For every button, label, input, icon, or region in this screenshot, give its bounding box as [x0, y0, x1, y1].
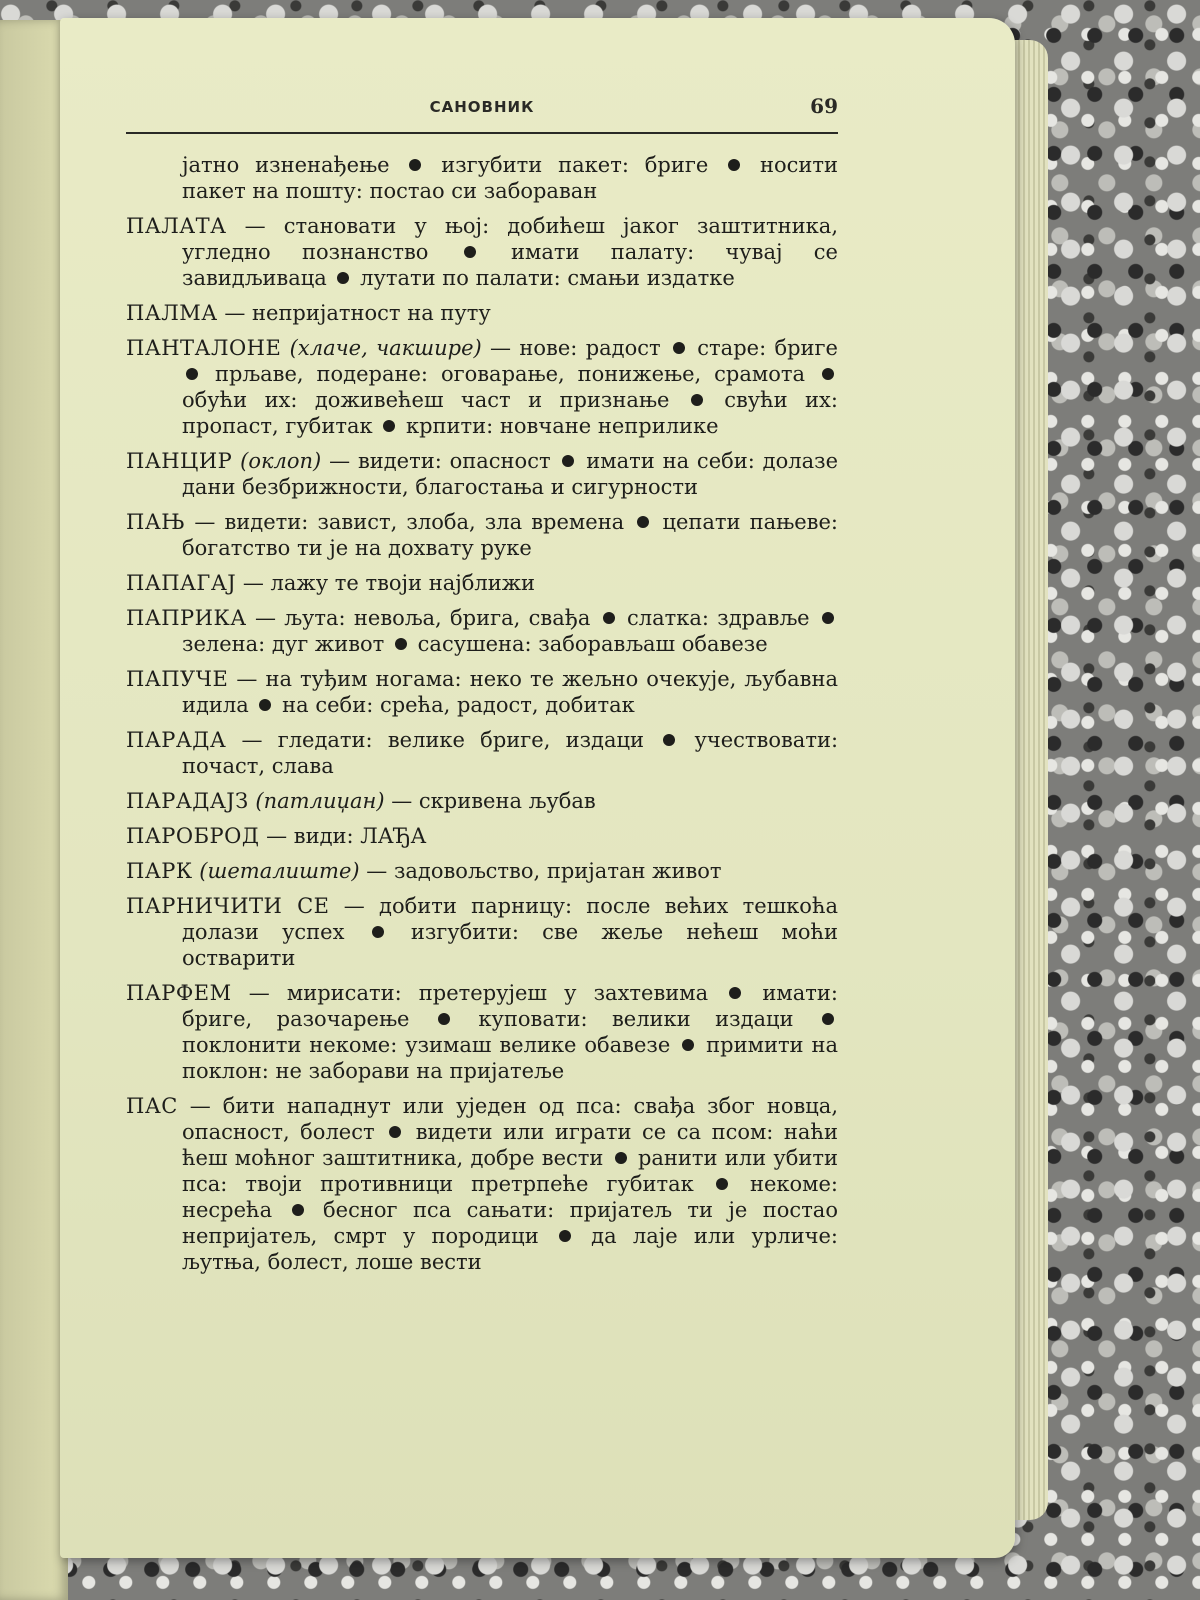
bullet-icon	[409, 159, 421, 171]
dictionary-entry: ПАС — бити нападнут или уједен од пса: свађа због новца, опасност, болест видети или играти се са псом: наћи ћеш моћног заштитника, добре вести ранити или убити пса: твоји противници претрпеће губитак некоме: несрећа бесног пса сањати: пријатељ ти је постао непријатељ, смрт у породици да лаје или урличе: љутња, болест, лоше вести	[126, 1094, 838, 1274]
entry-meaning: на туђим ногама: неко те жељно очекује, љубавна идила	[182, 667, 838, 717]
entry-meaning: становати у њој: добићеш јаког заштитника, угледно познанство	[182, 214, 838, 264]
bullet-icon	[663, 734, 675, 746]
entry-meaning: да лаје или урличе: љутња, болест, лоше вести	[182, 1224, 838, 1274]
bullet-icon	[438, 1013, 450, 1025]
dictionary-entries	[126, 152, 838, 1284]
dictionary-entry: ПАРОБРОД — види: ЛАЂА	[126, 824, 427, 848]
running-title: САНОВНИК	[429, 98, 535, 116]
entry-term: ПАРАДАЈЗ	[126, 789, 249, 813]
dictionary-entry: ПАЛМА — непријатност на путу	[126, 301, 491, 325]
entry-meaning: љута: невоља, брига, свађа	[284, 606, 591, 630]
entry-meaning: видети или играти се са псом: наћи ћеш моћног заштитника, добре вести	[182, 1120, 838, 1170]
entry-meaning: види: ЛАЂА	[293, 824, 427, 848]
entry-continuation	[126, 152, 838, 204]
bullet-icon	[728, 159, 740, 171]
dictionary-entry: ПАРАДА — гледати: велике бриге, издаци учествовати: почаст, слава	[126, 728, 839, 778]
entry-meaning: мирисати: претерујеш у захтевима	[286, 981, 709, 1005]
bullet-icon	[559, 1230, 571, 1242]
dictionary-entry: ПАПУЧЕ — на туђим ногама: неко те жељно очекује, љубавна идила на себи: срећа, радост, добитак	[126, 667, 838, 717]
dictionary-entry: ПАНТАЛОНЕ (хлаче, чакшире) — нове: радост старе: бриге прљаве, подеране: оговарање, понижење, срамота обући их: доживећеш част и признање свући их: пропаст, губитак крпити: новчане неприлике	[126, 336, 838, 438]
bullet-icon	[822, 368, 834, 380]
bullet-icon	[822, 1013, 834, 1025]
bullet-icon	[383, 420, 395, 432]
entry-meaning: имати на себи: долазе дани безбрижности, благостања и сигурности	[182, 449, 838, 499]
entry-meaning: обући их: доживећеш част и признање	[182, 388, 670, 412]
bullet-icon	[673, 342, 685, 354]
bullet-icon	[186, 368, 198, 380]
entry-meaning: ранити или убити пса: твоји противници претрпеће губитак	[182, 1146, 838, 1196]
entry-term: ПАРНИЧИТИ СЕ	[126, 894, 330, 918]
entry-term: ПАЊ	[126, 510, 186, 534]
bullet-icon	[729, 987, 741, 999]
entry-meaning: изгубити: све жеље нећеш моћи остварити	[182, 920, 838, 970]
entry-meaning: скривена љубав	[418, 789, 596, 813]
entry-term: ПАРАДА	[126, 728, 227, 752]
dictionary-entry: ПАЊ — видети: завист, злоба, зла времена цепати пањеве: богатство ти је на дохвату руке	[126, 510, 838, 560]
dictionary-entry: ПАРК (шеталиште) — задовољство, пријатан живот	[126, 859, 722, 883]
entry-meaning: на себи: срећа, радост, добитак	[282, 693, 635, 717]
entry-term: ПАПРИКА	[126, 606, 247, 630]
bullet-icon	[389, 1126, 401, 1138]
dictionary-entry: ПАПРИКА — љута: невоља, брига, свађа слатка: здравље зелена: дуг живот сасушена: заборављаш обавезе	[126, 605, 838, 657]
entry-meaning: зелена: дуг живот	[182, 632, 385, 656]
entry-meaning: старе: бриге	[697, 336, 838, 360]
page-number: 69	[810, 94, 838, 118]
entry-meaning: прљаве, подеране: оговарање, понижење, срамота	[214, 362, 806, 386]
dictionary-entry: ПАРАДАЈЗ (патлиџан) — скривена љубав	[126, 789, 596, 813]
bullet-icon	[259, 699, 271, 711]
entry-meaning: учествовати: почаст, слава	[182, 728, 839, 778]
entry-meaning: видети: опасност	[357, 449, 551, 473]
entry-meaning: крпити: новчане неприлике	[405, 414, 719, 438]
bullet-icon	[822, 612, 834, 624]
entry-meaning: гледати: велике бриге, издаци	[277, 728, 644, 752]
entry-synonyms: (хлаче, чакшире)	[289, 336, 482, 360]
entry-term: ПАЛМА	[126, 301, 218, 325]
page-header	[126, 92, 838, 134]
bullet-icon	[372, 926, 384, 938]
entry-synonyms: (оклоп)	[240, 449, 322, 473]
dictionary-entry: ПАРФЕМ — мирисати: претерујеш у захтевима имати: бриге, разочарење куповати: велики издаци поклонити некоме: узимаш велике обавезе примити на поклон: не заборави на пријатеље	[126, 981, 838, 1083]
entry-meaning: добити парницу: после већих тешкоћа долази успех	[182, 894, 838, 944]
entry-meaning: цепати пањеве: богатство ти је на дохвату руке	[182, 510, 838, 560]
entry-meaning: носити пакет на пошту: постао си забораван	[182, 153, 838, 203]
entry-meaning: нове: радост	[519, 336, 661, 360]
entry-meaning: јатно изненађење	[182, 153, 390, 177]
bullet-icon	[603, 612, 615, 624]
entry-meaning: свући их: пропаст, губитак	[182, 388, 838, 438]
dictionary-entry: ПАНЦИР (оклоп) — видети: опасност имати на себи: долазе дани безбрижности, благостања и сигурности	[126, 449, 838, 499]
entry-meaning: примити на поклон: не заборави на пријатеље	[182, 1033, 838, 1083]
entry-meaning: видети: завист, злоба, зла времена	[224, 510, 625, 534]
entry-term: ПАС	[126, 1094, 178, 1118]
bullet-icon	[395, 638, 407, 650]
entry-meaning: бити нападнут или уједен од пса: свађа због новца, опасност, болест	[182, 1094, 838, 1144]
dictionary-entry: ПАПАГАЈ — лажу те твоји најближи	[126, 571, 536, 595]
entry-meaning: изгубити пакет: бриге	[441, 153, 709, 177]
entry-term: ПАРК	[126, 859, 193, 883]
entry-term: ПАПАГАЈ	[126, 571, 237, 595]
entry-meaning: куповати: велики издаци	[478, 1007, 794, 1031]
bullet-icon	[716, 1178, 728, 1190]
dictionary-entry: ПАЛАТА — становати у њој: добићеш јаког заштитника, угледно познанство имати палату: чувај се завидљиваца лутати по палати: смањи издатке	[126, 214, 838, 290]
entry-meaning: сасушена: заборављаш обавезе	[417, 632, 768, 656]
entry-term: ПАРОБРОД	[126, 824, 260, 848]
entry-meaning: задовољство, пријатан живот	[393, 859, 722, 883]
entry-term: ПАНТАЛОНЕ	[126, 336, 282, 360]
entry-term: ПАПУЧЕ	[126, 667, 229, 691]
entry-meaning: лутати по палати: смањи издатке	[360, 266, 735, 290]
entry-term: ПАРФЕМ	[126, 981, 232, 1005]
entry-meaning: имати палату: чувај се завидљиваца	[182, 240, 838, 290]
entry-meaning: некоме: несрећа	[182, 1172, 838, 1222]
bullet-icon	[337, 272, 349, 284]
entry-meaning: лажу те твоји најближи	[270, 571, 536, 595]
bullet-icon	[691, 394, 703, 406]
bullet-icon	[637, 516, 649, 528]
entry-term: ПАНЦИР	[126, 449, 233, 473]
facing-page-edge	[0, 20, 68, 1600]
bullet-icon	[562, 455, 574, 467]
bullet-icon	[615, 1152, 627, 1164]
entry-meaning: слатка: здравље	[627, 606, 810, 630]
dictionary-entry: ПАРНИЧИТИ СЕ — добити парницу: после већих тешкоћа долази успех изгубити: све жеље нећеш моћи остварити	[126, 894, 838, 970]
bullet-icon	[464, 246, 476, 258]
bullet-icon	[682, 1039, 694, 1051]
entry-meaning: непријатност на путу	[252, 301, 491, 325]
entry-meaning: имати: бриге, разочарење	[182, 981, 838, 1031]
entry-synonyms: (патлиџан)	[255, 789, 385, 813]
entry-meaning: поклонити некоме: узимаш велике обавезе	[182, 1033, 671, 1057]
entry-synonyms: (шеталиште)	[199, 859, 360, 883]
entry-term: ПАЛАТА	[126, 214, 227, 238]
bullet-icon	[292, 1204, 304, 1216]
entry-meaning: бесног пса сањати: пријатељ ти је постао непријатељ, смрт у породици	[182, 1198, 838, 1248]
